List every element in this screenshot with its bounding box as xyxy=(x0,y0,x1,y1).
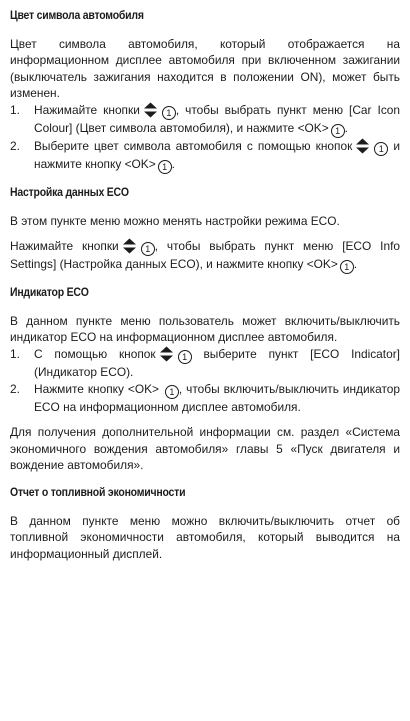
heading-eco-settings: Настройка данных ECO xyxy=(10,184,129,199)
step-text: Нажимайте кнопки 1 , чтобы выбрать пункт меню [Car Icon Colour] (Цвет символа автомобиля), и нажмите <OK> 1 . xyxy=(34,102,400,136)
circled-one-icon: 1 xyxy=(141,242,155,256)
circled-one-icon: 1 xyxy=(165,385,179,399)
step-text: С помощью кнопок 1 выберите пункт [ECO Indicator] (Индикатор ECO). xyxy=(34,346,400,379)
step-number: 1. xyxy=(10,102,20,117)
circled-one-icon: 1 xyxy=(340,260,354,274)
step-text: Выберите цвет символа автомобиля с помощью кнопок 1 и нажмите кнопку <OK> 1 . xyxy=(34,138,400,172)
eco-settings-text: Нажимайте кнопки 1 , чтобы выбрать пункт меню [ECO Info Settings] (Настройка данных ECO), и нажмите кнопку <OK> 1 . xyxy=(10,239,400,273)
up-down-arrow-buttons-icon xyxy=(355,138,370,154)
car-icon-colour-step-1 xyxy=(10,102,400,138)
eco-indicator-step-1 xyxy=(10,346,400,381)
step-text: Нажмите кнопку <OK> 1 , чтобы включить/выключить индикатор ECO на информационном дисплее автомобиля. xyxy=(34,381,400,414)
car-icon-colour-step-2 xyxy=(10,138,400,174)
circled-one-icon: 1 xyxy=(374,142,388,156)
up-down-arrow-buttons-icon xyxy=(159,346,174,362)
eco-indicator-note: Для получения дополнительной информации см. раздел «Система экономичного вождения автомобиля» главы 5 «Пуск двигателя и вождение автомобиля». xyxy=(10,425,400,473)
heading-fuel-economy-report: Отчет о топливной экономичности xyxy=(10,484,186,499)
up-down-arrow-buttons-icon xyxy=(122,238,137,254)
fuel-economy-report-intro: В данном пункте меню можно включить/выключить отчет об топливной экономичности автомобиля, который выводится на информационный дисплей. xyxy=(10,513,400,561)
up-down-arrow-buttons-icon xyxy=(143,102,158,118)
eco-settings-intro: В этом пункте меню можно менять настройки режима ECO. xyxy=(10,213,340,228)
eco-indicator-intro: В данном пункте меню пользователь может включить/выключить индикатор ECO на информационном дисплее автомобиля. xyxy=(10,313,400,345)
circled-one-icon: 1 xyxy=(158,160,172,174)
circled-one-icon: 1 xyxy=(331,124,345,138)
circled-one-icon: 1 xyxy=(178,350,192,364)
heading-car-icon-colour: Цвет символа автомобиля xyxy=(10,8,144,22)
step-number: 2. xyxy=(10,381,20,396)
circled-one-icon: 1 xyxy=(162,106,176,120)
eco-indicator-step-2 xyxy=(10,381,400,416)
heading-eco-indicator: Индикатор ECO xyxy=(10,285,89,300)
step-number: 1. xyxy=(10,346,20,361)
step-number: 2. xyxy=(10,138,20,153)
car-icon-colour-intro: Цвет символа автомобиля, который отображается на информационном дисплее автомобиля при включенном зажигании (выключатель зажигания находится в положении ON), может быть изменен. xyxy=(10,36,400,101)
